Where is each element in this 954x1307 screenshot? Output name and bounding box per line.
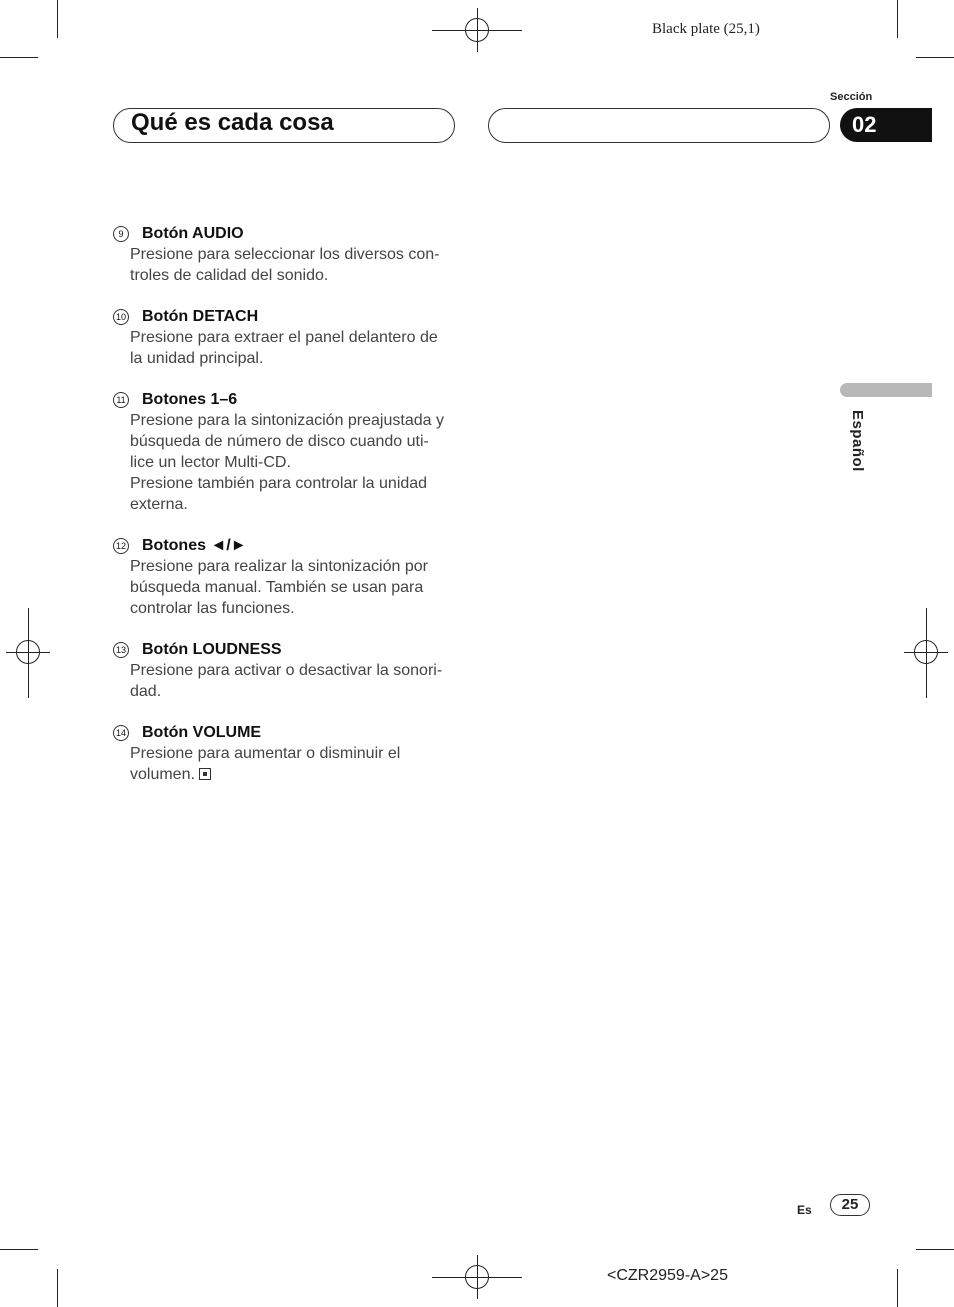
item-description (130, 556, 458, 619)
item-heading (113, 224, 458, 244)
item-line: troles de calidad del sonido. (130, 267, 329, 284)
item-heading (113, 390, 458, 410)
section-number: 02 (852, 112, 877, 137)
item-line: Presione para realizar la sintonización por (130, 558, 428, 575)
item-line: dad. (130, 683, 162, 700)
item-number-badge: 10 (113, 309, 129, 325)
list-item (113, 536, 458, 619)
item-description (130, 660, 458, 702)
item-number-badge: 9 (113, 226, 129, 242)
language-tab-bar (840, 383, 932, 397)
language-tab-label: Español (849, 410, 866, 472)
crop-mark (57, 1269, 58, 1307)
crop-mark (897, 0, 898, 38)
item-heading (113, 723, 458, 743)
crop-mark (0, 57, 38, 58)
item-number-badge: 11 (113, 392, 129, 408)
item-title: Botón VOLUME (142, 724, 262, 741)
item-title: Botón DETACH (142, 308, 259, 325)
item-line: volumen. (130, 766, 195, 783)
document-code: <CZR2959-A>25 (607, 1267, 728, 1284)
item-line: Presione para activar o desactivar la sonori- (130, 662, 443, 679)
crop-mark (0, 1249, 38, 1250)
end-of-section-icon (199, 768, 211, 780)
item-title: Botones ◄/► (142, 537, 247, 554)
list-item (113, 390, 458, 515)
item-description (130, 327, 458, 369)
item-title: Botón AUDIO (142, 225, 244, 242)
page-title: Qué es cada cosa (131, 109, 334, 136)
item-description (130, 743, 458, 785)
item-number-badge: 12 (113, 538, 129, 554)
footer-language-code: Es (797, 1203, 812, 1217)
item-line: controlar las funciones. (130, 600, 295, 617)
item-heading (113, 640, 458, 660)
item-number-badge: 14 (113, 725, 129, 741)
item-line-with-end-mark (130, 764, 458, 785)
item-line: Presione para aumentar o disminuir el (130, 745, 401, 762)
item-line: Presione también para controlar la unidad (130, 475, 428, 492)
item-list (113, 224, 458, 806)
plate-label: Black plate (25,1) (652, 21, 760, 37)
crop-mark (57, 0, 58, 38)
item-line: Presione para extraer el panel delantero de (130, 329, 438, 346)
crop-mark (897, 1269, 898, 1307)
item-line: la unidad principal. (130, 350, 264, 367)
item-title: Botones 1–6 (142, 391, 238, 408)
list-item (113, 723, 458, 785)
list-item (113, 224, 458, 286)
list-item (113, 640, 458, 702)
crop-mark (916, 57, 954, 58)
item-line: Presione para seleccionar los diversos con- (130, 246, 440, 263)
item-line: búsqueda manual. También se usan para (130, 579, 424, 596)
item-heading (113, 536, 458, 556)
item-title: Botón LOUDNESS (142, 641, 282, 658)
section-label: Sección (830, 91, 873, 103)
crop-mark (916, 1249, 954, 1250)
header-empty-frame (488, 108, 830, 143)
item-description (130, 244, 458, 286)
item-line: Presione para la sintonización preajustada y (130, 412, 444, 429)
item-line: externa. (130, 496, 188, 513)
list-item (113, 307, 458, 369)
item-line: lice un lector Multi-CD. (130, 454, 291, 471)
item-line: búsqueda de número de disco cuando uti- (130, 433, 429, 450)
item-number-badge: 13 (113, 642, 129, 658)
item-description (130, 410, 458, 515)
page-number: 25 (830, 1194, 870, 1216)
item-heading (113, 307, 458, 327)
